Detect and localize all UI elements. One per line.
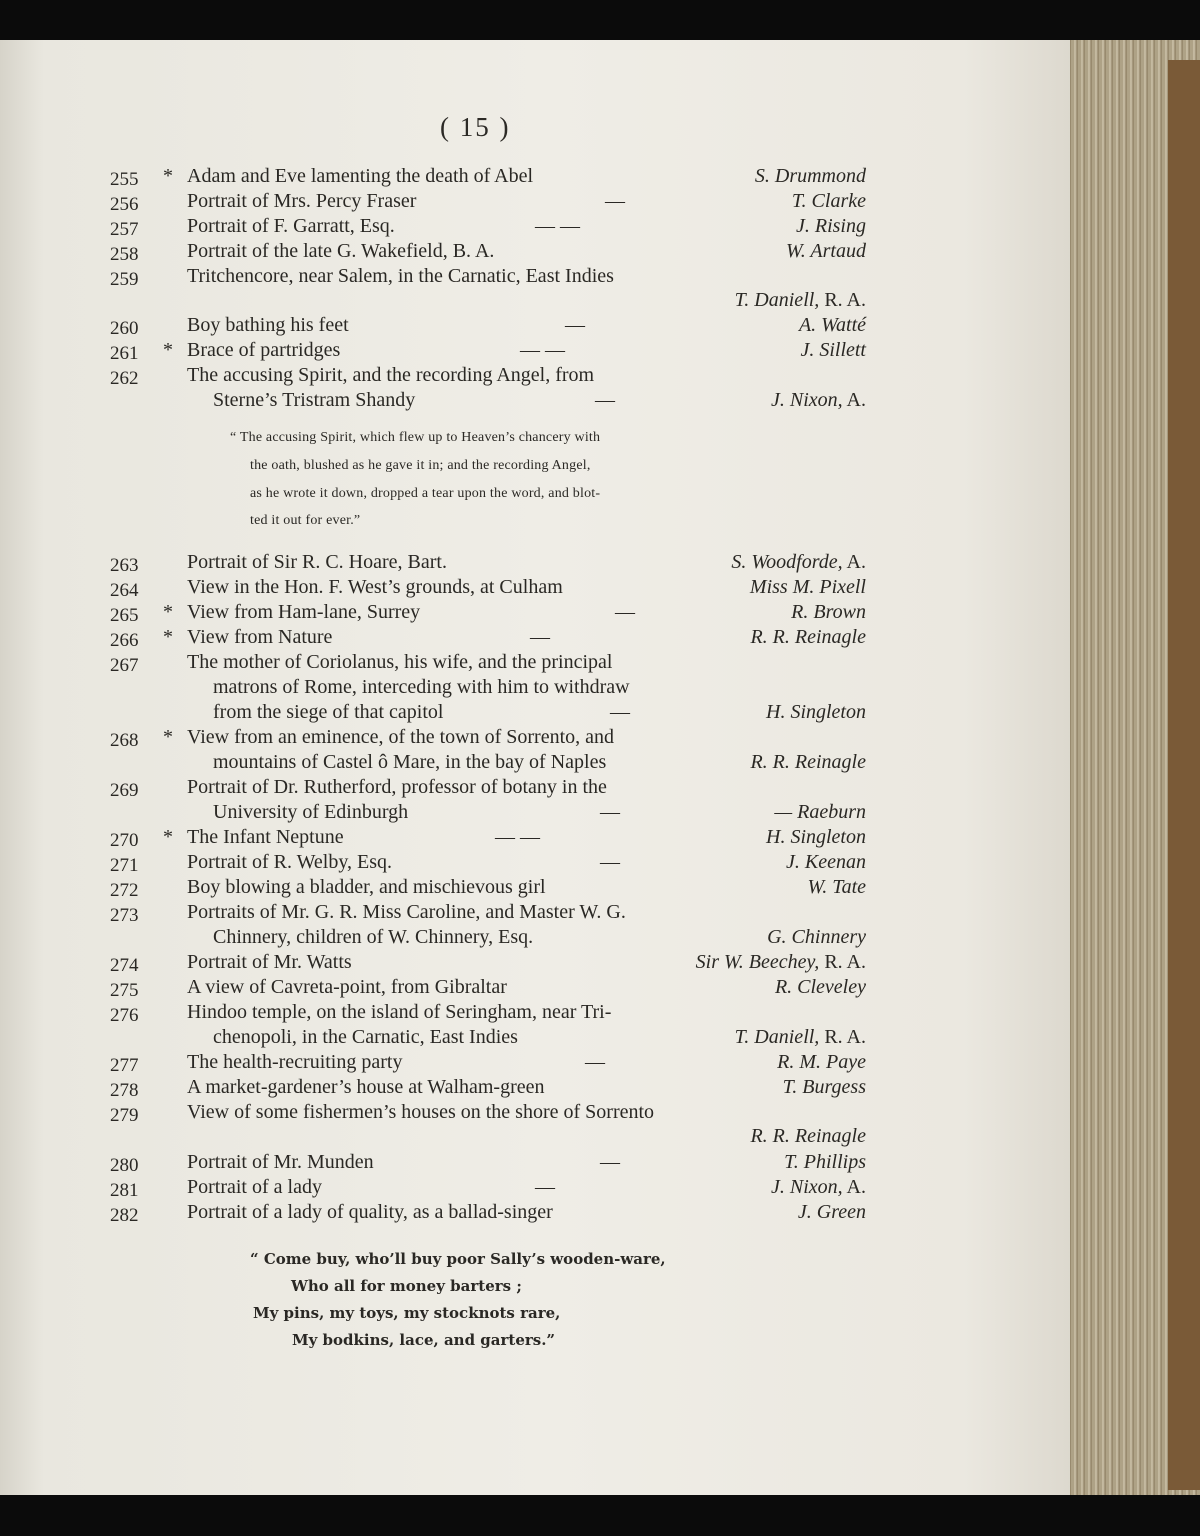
artist-academic-suffix: R. A. [819,1026,866,1048]
entry-artist [784,1151,866,1174]
entry-title: from the siege of that capitol [213,701,444,723]
entry-dash: — [610,701,630,723]
entry-number: 263 [110,555,139,576]
artist-name: G. Chinnery [767,926,866,948]
artist-name: A. Watté [798,314,866,336]
catalogue-entry [105,976,870,1002]
entry-number: 282 [110,1205,139,1226]
artist-name: J. Nixon, [771,1176,843,1198]
catalogue-entry [105,826,870,852]
artist-name: J. Nixon, [771,389,843,411]
entry-title: Portrait of Dr. Rutherford, professor of botany in the [187,776,607,798]
entry-title: The health-recruiting party [187,1051,403,1073]
entry-artist [766,701,866,724]
entry-number: 267 [110,655,139,676]
artist-academic-suffix: A. [842,551,866,573]
entry-title: mountains of Castel ô Mare, in the bay of Naples [213,751,607,773]
entry-title: A view of Cavreta-point, from Gibraltar [187,976,507,998]
entry-dash: — — [495,826,540,848]
entry-title: Portraits of Mr. G. R. Miss Caroline, and Master W. G. [187,901,626,923]
entry-artist [696,951,866,974]
entry-title: Boy blowing a bladder, and mischievous girl [187,876,546,898]
new-work-asterisk: * [163,339,173,361]
entry-artist [800,339,866,362]
entry-title: The accusing Spirit, and the recording Angel, from [187,364,595,386]
catalogue-entry [105,726,870,752]
entry-artist [750,576,866,599]
entry-title: Portrait of the late G. Wakefield, B. A. [187,240,495,262]
entry-title: chenopoli, in the Carnatic, East Indies [213,1026,518,1048]
entry-dash: — — [535,215,580,237]
entry-artist [750,751,866,774]
entry-artist [750,626,866,649]
entry-number: 262 [110,368,139,389]
entry-artist [750,1125,866,1148]
entry-artist [771,1176,866,1199]
catalogue-entry [105,1001,870,1027]
quotation-line: as he wrote it down, dropped a tear upon the word, and blot- [250,486,601,501]
artist-academic-suffix: A. [842,389,866,411]
entry-title: Tritchencore, near Salem, in the Carnatic, East Indies [187,265,614,287]
artist-name: W. Tate [807,876,866,898]
catalogue-entry [105,1176,870,1202]
artist-name: T. Burgess [782,1076,866,1098]
entry-number: 270 [110,830,139,851]
entry-number: 260 [110,318,139,339]
entry-artist [798,1201,866,1224]
entry-title: A market-gardener’s house at Walham-green [187,1076,545,1098]
entry-number: 272 [110,880,139,901]
catalogue-entry [105,1151,870,1177]
entry-title: View of some fishermen’s houses on the shore of Sorrento [187,1101,655,1123]
entry-number: 274 [110,955,139,976]
artist-name: T. Phillips [784,1151,866,1173]
entry-title: Portrait of F. Garratt, Esq. [187,215,395,237]
entry-dash: — [605,190,625,212]
entry-title: Portrait of Mr. Watts [187,951,352,973]
entry-number: 256 [110,194,139,215]
entry-artist [731,551,866,574]
catalogue-entry [105,626,870,652]
new-work-asterisk: * [163,601,173,623]
entry-title: View from an eminence, of the town of Sorrento, and [187,726,615,748]
catalogue-entry [105,551,870,577]
artist-name: J. Green [797,1201,866,1223]
catalogue-entry [105,215,870,241]
artist-name: H. Singleton [766,701,866,723]
catalogue-entry [105,1076,870,1102]
catalogue-entry [105,901,870,927]
entry-number: 275 [110,980,139,1001]
entry-title: The Infant Neptune [187,826,344,848]
entry-dash: — — [520,339,565,361]
artist-name: J. Rising [796,215,866,237]
entry-title: Chinnery, children of W. Chinnery, Esq. [213,926,534,948]
entry-number: 278 [110,1080,139,1101]
artist-name: Sir W. Beechey, [695,951,820,973]
entry-title: University of Edinburgh [213,801,409,823]
artist-name: R. Cleveley [774,976,866,998]
artist-academic-suffix: R. A. [819,951,866,973]
entry-artist [791,601,866,624]
entry-title: Sterne’s Tristram Shandy [213,389,416,411]
entry-number: 257 [110,219,139,240]
artist-name: T. Clarke [791,190,866,212]
entry-number: 264 [110,580,139,601]
artist-name: R. R. Reinagle [750,626,866,648]
entry-dash: — [600,851,620,873]
entry-artist [771,389,866,412]
entry-number: 281 [110,1180,139,1201]
entry-title: matrons of Rome, interceding with him to withdraw [213,676,630,698]
catalogue-entry [105,364,870,390]
entry-dash: — [530,626,550,648]
entry-artist [786,240,866,263]
entry-artist [767,926,866,949]
catalogue-entry [105,190,870,216]
quotation-line: the oath, blushed as he gave it in; and the recording Angel, [250,458,591,473]
entry-number: 266 [110,630,139,651]
catalogue-entry [105,1101,870,1127]
entry-artist [807,876,866,899]
entry-title: View from Ham-lane, Surrey [187,601,421,623]
entry-artist [783,1076,866,1099]
artist-name: H. Singleton [766,826,866,848]
entry-artist [792,190,866,213]
artist-name: — Raeburn [774,801,866,823]
catalogue-entry [105,601,870,627]
catalogue-entry [105,339,870,365]
entry-artist [735,289,866,312]
quotation-line: My pins, my toys, my stocknots rare, [253,1304,561,1322]
entry-artist [766,826,866,849]
new-work-asterisk: * [163,826,173,848]
entry-number: 273 [110,905,139,926]
entry-number: 279 [110,1105,139,1126]
artist-name: Miss M. Pixell [749,576,866,598]
artist-name: J. Keenan [786,851,866,873]
entry-title: Adam and Eve lamenting the death of Abel [187,165,534,187]
entry-artist [786,851,866,874]
entry-title: Portrait of a lady of quality, as a ballad-singer [187,1201,553,1223]
artist-academic-suffix: R. A. [819,289,866,311]
quotation-line: “ The accusing Spirit, which flew up to Heaven’s chancery with [230,430,601,445]
new-work-asterisk: * [163,726,173,748]
entry-title: Portrait of Mr. Munden [187,1151,374,1173]
artist-name: S. Drummond [754,165,866,187]
entry-number: 265 [110,605,139,626]
catalogue-entry [105,926,870,952]
entry-artist [755,165,866,188]
catalogue-entry [105,751,870,777]
entry-artist [775,976,866,999]
catalogue-entry [105,165,870,191]
entry-dash: — [585,1051,605,1073]
catalogue-entry [105,876,870,902]
artist-name: J. Sillett [800,339,866,361]
entry-artist [774,801,866,824]
entry-number: 255 [110,169,139,190]
artist-academic-suffix: A. [842,1176,866,1198]
quotation-line: “ Come buy, who’ll buy poor Sally’s wooden-ware, [250,1250,666,1268]
page-number: ( 15 ) [440,112,511,142]
entry-artist [777,1051,866,1074]
catalogue-entry [105,801,870,827]
catalogue-entry [105,851,870,877]
entry-dash: — [595,389,615,411]
artist-name: R. R. Reinagle [750,751,866,773]
artist-name: R. M. Paye [777,1051,866,1073]
entry-title: Portrait of R. Welby, Esq. [187,851,393,873]
catalogue-entry [105,240,870,266]
entry-number: 277 [110,1055,139,1076]
artist-name: W. Artaud [785,240,866,262]
entry-artist [799,314,866,337]
quotation-line: Who all for money barters ; [291,1277,522,1295]
catalogue-entry [105,1051,870,1077]
entry-title: Brace of partridges [187,339,341,361]
entry-dash: — [600,801,620,823]
catalogue-entry [105,701,870,727]
entry-title: The mother of Coriolanus, his wife, and the principal [187,651,613,673]
entry-title: Boy bathing his feet [187,314,349,336]
catalogue-entry [105,265,870,291]
entry-number: 280 [110,1155,139,1176]
entry-title: Portrait of Sir R. C. Hoare, Bart. [187,551,447,573]
artist-name: T. Daniell, [734,1026,820,1048]
new-work-asterisk: * [163,626,173,648]
entry-number: 259 [110,269,139,290]
entry-number: 271 [110,855,139,876]
entry-dash: — [535,1176,555,1198]
book-cover-edge [1168,60,1200,1490]
catalogue-entry [105,951,870,977]
entry-dash: — [615,601,635,623]
artist-name: R. R. Reinagle [750,1125,866,1147]
quotation-line: ted it out for ever.” [250,513,361,528]
catalogue-entry [105,576,870,602]
entry-title: Hindoo temple, on the island of Seringham, near Tri- [187,1001,612,1023]
catalogue-entry [105,1201,870,1227]
catalogue-entry [105,776,870,802]
artist-name: T. Daniell, [734,289,820,311]
entry-number: 261 [110,343,139,364]
new-work-asterisk: * [163,165,173,187]
entry-dash: — [600,1151,620,1173]
catalogue-entry [105,676,870,702]
catalogue-entry [105,651,870,677]
entry-number: 258 [110,244,139,265]
catalogue-entry [105,1125,870,1151]
entry-artist [796,215,866,238]
entry-number: 276 [110,1005,139,1026]
entry-title: View in the Hon. F. West’s grounds, at Culham [187,576,563,598]
entry-title: Portrait of a lady [187,1176,322,1198]
catalogue-entry [105,289,870,315]
entry-dash: — [565,314,585,336]
catalogue-entry [105,1026,870,1052]
entry-number: 268 [110,730,139,751]
artist-name: R. Brown [791,601,866,623]
entry-title: View from Nature [187,626,333,648]
catalogue-entry [105,314,870,340]
entry-artist [735,1026,866,1049]
quotation-line: My bodkins, lace, and garters.” [292,1331,556,1349]
artist-name: S. Woodforde, [731,551,843,573]
catalogue-entry [105,389,870,415]
entry-number: 269 [110,780,139,801]
entry-title: Portrait of Mrs. Percy Fraser [187,190,417,212]
